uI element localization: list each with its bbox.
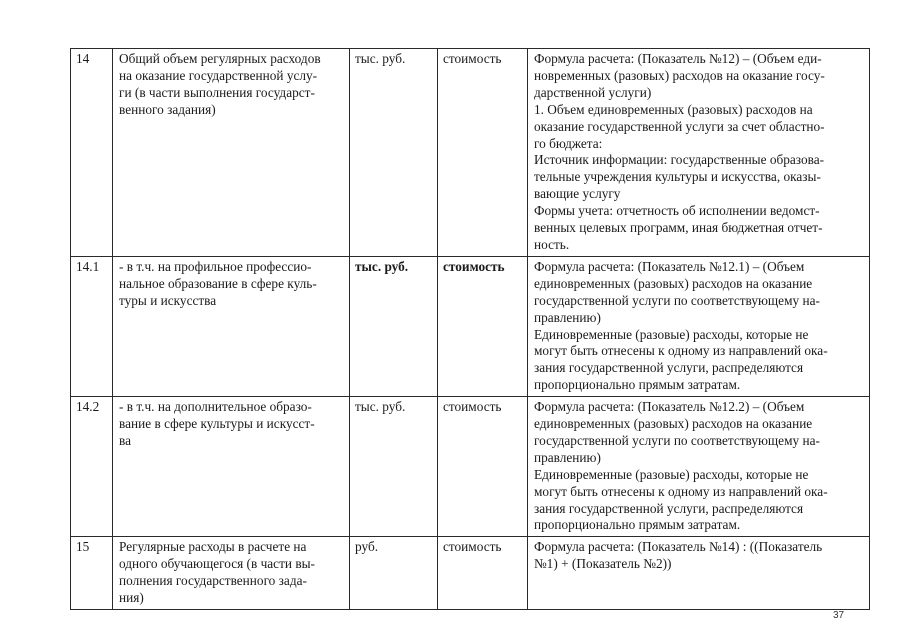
text-line: пропорционально прямым затратам. — [534, 377, 741, 393]
text-line: новременных (разовых) расходов на оказание госу- — [534, 67, 825, 83]
text-line: Регулярные расходы в расчете на — [119, 539, 307, 555]
text-line: на оказание государственной услу- — [119, 67, 318, 83]
description-cell — [528, 256, 870, 396]
text-line: ги (в части выполнения государст- — [119, 84, 315, 100]
text-line: могут быть отнесены к одному из направлений ока- — [534, 343, 828, 359]
text-line: Единовременные (разовые) расходы, которые не — [534, 466, 809, 482]
text-line: Общий объем регулярных расходов — [119, 51, 321, 66]
indicator-name — [113, 49, 350, 257]
row-number: 15 — [71, 537, 113, 610]
text-line: вающие услугу — [534, 186, 621, 202]
table-row — [71, 397, 870, 537]
unit-cell: тыс. руб. — [350, 49, 438, 257]
text-line: дарственной услуги) — [534, 84, 652, 100]
text-line: Формула расчета: (Показатель №14) : ((Показатель — [534, 539, 823, 555]
row-number: 14 — [71, 49, 113, 257]
text-line: полнения государственного зада- — [119, 573, 307, 589]
kind-cell: стоимость — [438, 256, 528, 396]
text-line: го бюджета: — [534, 135, 603, 151]
row-number: 14.2 — [71, 397, 113, 537]
text-line: одного обучающегося (в части вы- — [119, 556, 315, 572]
text-line: Формы учета: отчетность об исполнении ведомст- — [534, 203, 820, 219]
text-line: государственной услуги по соответствующему на- — [534, 292, 820, 308]
text-line: могут быть отнесены к одному из направлений ока- — [534, 483, 828, 499]
text-line: Формула расчета: (Показатель №12.1) – (Объем — [534, 258, 805, 274]
text-line: венного задания) — [119, 101, 216, 117]
description-cell — [528, 537, 870, 610]
table-row — [71, 537, 870, 610]
text-line: оказание государственной услуги за счет областно- — [534, 118, 825, 134]
kind-cell: стоимость — [438, 49, 528, 257]
text-line: 1. Объем единовременных (разовых) расходов на — [534, 101, 813, 117]
text-line: ния) — [119, 590, 144, 606]
text-line: единовременных (разовых) расходов на оказание — [534, 416, 813, 432]
text-line: зания государственной услуги, распределяются — [534, 360, 804, 376]
text-line: вание в сфере культуры и искусст- — [119, 416, 315, 432]
description-cell — [528, 397, 870, 537]
table-row — [71, 49, 870, 257]
unit-cell: тыс. руб. — [350, 397, 438, 537]
table-row — [71, 256, 870, 396]
indicator-name — [113, 256, 350, 396]
text-line: единовременных (разовых) расходов на оказание — [534, 275, 813, 291]
indicators-table — [70, 48, 870, 610]
text-line: государственной услуги по соответствующему на- — [534, 432, 820, 448]
text-line: ва — [119, 432, 132, 448]
text-line: туры и искусства — [119, 292, 217, 308]
text-line: ность. — [534, 236, 570, 252]
text-line: тельные учреждения культуры и искусства, оказы- — [534, 169, 821, 185]
text-line: нальное образование в сфере куль- — [119, 275, 317, 291]
description-cell — [528, 49, 870, 257]
text-line: венных целевых программ, иная бюджетная отчет- — [534, 220, 823, 236]
text-line: Единовременные (разовые) расходы, которые не — [534, 326, 809, 342]
text-line: №1) + (Показатель №2)) — [534, 556, 672, 572]
text-line: правлению) — [534, 309, 601, 325]
text-line: пропорционально прямым затратам. — [534, 517, 741, 533]
indicator-name — [113, 537, 350, 610]
page-number: 37 — [833, 610, 845, 621]
text-line: Формула расчета: (Показатель №12) – (Объем еди- — [534, 51, 822, 66]
text-line: Формула расчета: (Показатель №12.2) – (Объем — [534, 399, 805, 415]
indicator-name — [113, 397, 350, 537]
text-line: правлению) — [534, 449, 601, 465]
kind-cell: стоимость — [438, 397, 528, 537]
text-line: - в т.ч. на дополнительное образо- — [119, 399, 312, 415]
text-line: зания государственной услуги, распределяются — [534, 500, 804, 516]
text-line: - в т.ч. на профильное профессио- — [119, 258, 312, 274]
unit-cell: тыс. руб. — [350, 256, 438, 396]
unit-cell: руб. — [350, 537, 438, 610]
row-number: 14.1 — [71, 256, 113, 396]
kind-cell: стоимость — [438, 537, 528, 610]
text-line: Источник информации: государственные образова- — [534, 152, 825, 168]
